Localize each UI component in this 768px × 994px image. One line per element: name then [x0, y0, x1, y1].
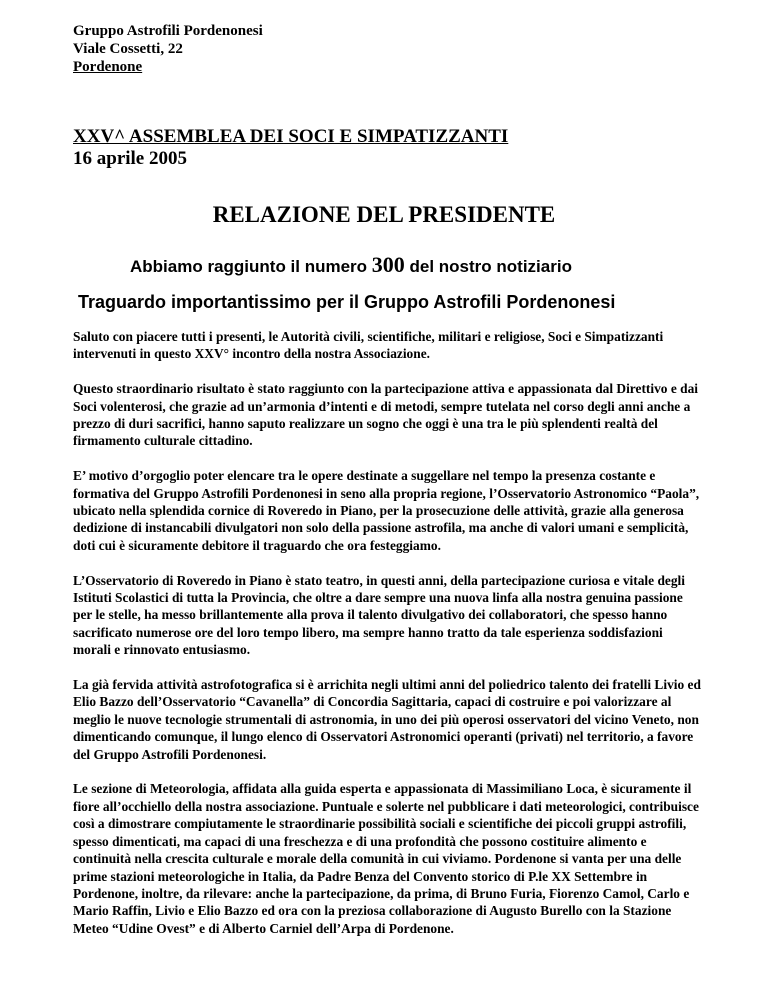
paragraph: E’ motivo d’orgoglio poter elencare tra le opere destinate a suggellare nel tempo la presenza costante e formativa del Gruppo Astrofili Pordenonesi in seno alla propria regione, l’Osservatorio Astronomico “Paola”, ubicato nella splendida cornice di Roveredo in Piano, per la prosecuzione delle attività, grazie alla generosa dedizione di instancabili divulgatori non solo della passione astrofila, ma anche di valori umani e semplicità, doti cui è sicuramente debitore il traguardo che ora festeggiamo. [73, 468, 700, 553]
subtitle-milestone-after: del nostro notiziario [404, 257, 572, 276]
city: Pordenone [73, 59, 143, 75]
paragraph: La già fervida attività astrofotografica si è arrichita negli ultimi anni del poliedrico talento dei fratelli Livio ed Elio Bazzo dell’Osservatorio “Cavanella” di Concordia Sagittaria, capaci di costruire e poi valorizzare al meglio le nuove tecnologie strumentali di astronomia, in uno dei più operosi osservatori del vicino Veneto, non dimenticando comunque, il lungo elenco di Osservatori Astronomici operanti (privati) nel territorio, a favore del Gruppo Astrofili Pordenonesi. [73, 677, 701, 762]
street-address: Viale Cossetti, 22 [73, 41, 183, 57]
organization-name: Gruppo Astrofili Pordenonesi [73, 23, 263, 39]
subtitle-achievement: Traguardo importantissimo per il Gruppo Astrofili Pordenonesi [78, 292, 616, 312]
paragraph: L’Osservatorio di Roveredo in Piano è stato teatro, in questi anni, della partecipazione curiosa e vitale degli Istituti Scolastici di tutta la Provincia, che oltre a dare sempre una nuova linfa alla nostra genuina passione per le stelle, ha messo brillantemente alla prova il talento divulgativo dei collaboratori, che spesso hanno sacrificato numerose ore del loro tempo libero, ma sempre hanno tratto da tale esperienza soddisfazioni morali e rinnovato entusiasmo. [73, 572, 685, 658]
assembly-date: 16 aprile 2005 [73, 148, 187, 169]
assembly-heading [73, 126, 508, 170]
assembly-title: XXV^ ASSEMBLEA DEI SOCI E SIMPATIZZANTI [73, 126, 509, 147]
letterhead [73, 22, 263, 76]
paragraph: Saluto con piacere tutti i presenti, le Autorità civili, scientifiche, militari e religiose, Soci e Simpatizzanti intervenuti in questo XXV° incontro della nostra Associazione. [73, 329, 664, 362]
subtitle-milestone [130, 252, 572, 278]
report-title: RELAZIONE DEL PRESIDENTE [212, 202, 556, 227]
subtitle-milestone-number: 300 [371, 252, 405, 277]
subtitle-milestone-before: Abbiamo raggiunto il numero [130, 257, 372, 276]
paragraph: Questo straordinario risultato è stato raggiunto con la partecipazione attiva e appassionata dal Direttivo e dai Soci volenterosi, che grazie ad un’armonia d’intenti e di metodi, sempre tutelata nel corso degli anni anche a prezzo di duri sacrifici, hanno saputo realizzare un sogno che oggi è una tra le più splendenti realtà del firmamento culturale cittadino. [73, 381, 698, 449]
paragraph: Le sezione di Meteorologia, affidata alla guida esperta e appassionata di Massimiliano Loca, è sicuramente il fiore all’occhiello della nostra associazione. Puntuale e solerte nel pubblicare i dati meteorologici, contribuisce così a dimostrare compiutamente le straordinarie possibilità sociali e scientifiche dei piccoli gruppi astrofili, spesso dimenticati, ma capaci di una freschezza e di una profondità che possono costituire alimento e continuità nella crescita culturale e morale della comunità in cui viviamo. Pordenone si vanta per una delle prime stazioni meteorologiche in Italia, da Padre Benza del Convento storico di P.le XX Settembre in Pordenone, inoltre, da rilevare: anche la partecipazione, da prima, di Bruno Furia, Fiorenzo Camol, Carlo e Mario Raffin, Livio e Elio Bazzo ed ora con la preziosa collaborazione di Augusto Burello con la Stazione Meteo “Udine Ovest” e di Alberto Carniel dell’Arpa di Pordenone. [73, 781, 699, 936]
report-body [73, 328, 703, 955]
